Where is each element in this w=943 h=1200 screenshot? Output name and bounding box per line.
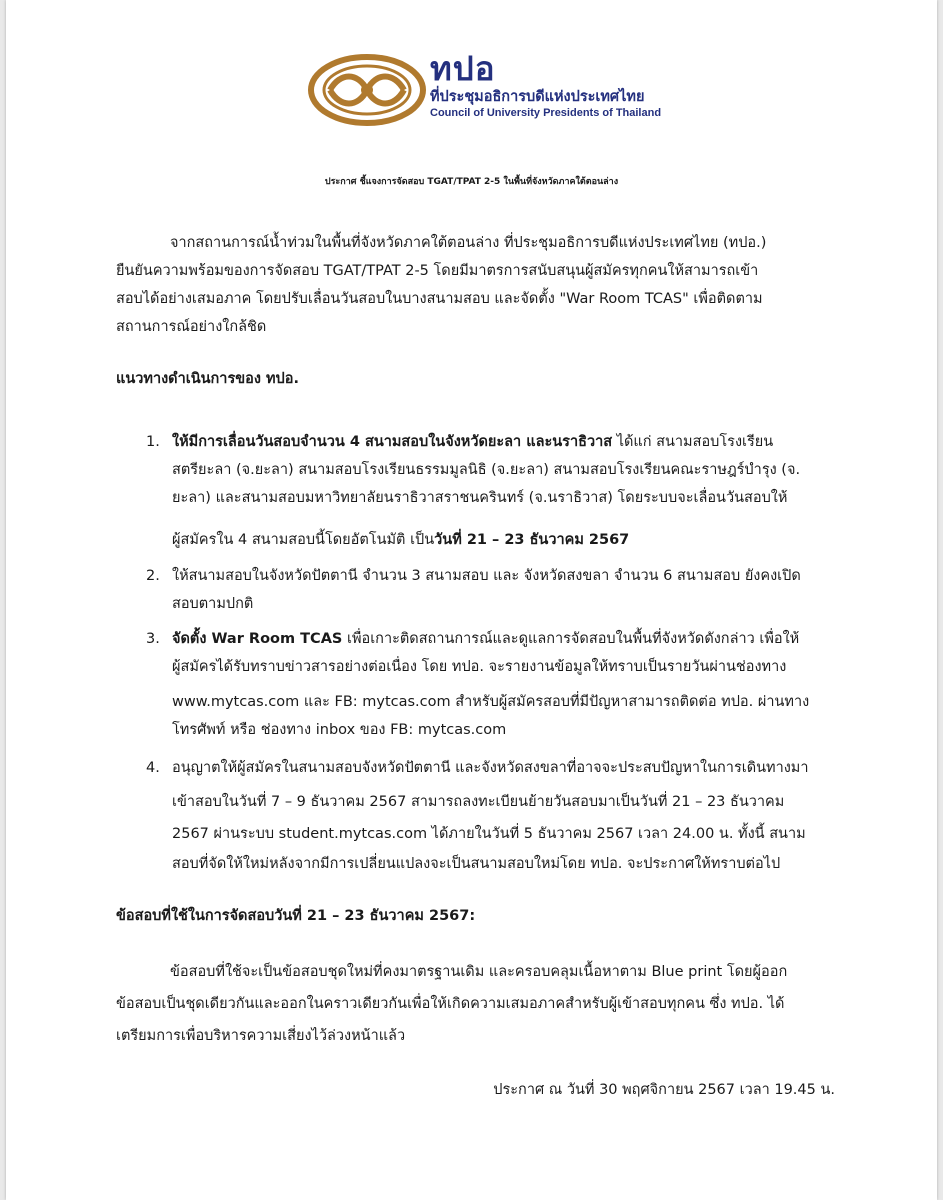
exam-line: ข้อสอบเป็นชุดเดียวกันและออกในคราวเดียวกันเพื่อให้เกิดความเสมอภาคสำหรับผู้เข้าสอบทุกคน ซึ่ง ทปอ. ได้ [116,996,785,1012]
exam-line: เตรียมการเพื่อบริหารความเสี่ยงไว้ล่วงหน้าแล้ว [116,1028,406,1044]
guidelines-heading: แนวทางดำเนินการของ ทปอ. [116,371,299,387]
brand-name-thai: ที่ประชุมอธิการบดีแห่งประเทศไทย [430,89,645,105]
list-item-line: 2567 ผ่านระบบ student.mytcas.com ได้ภายในวันที่ 5 ธันวาคม 2567 เวลา 24.00 น. ทั้งนี้ สนาม [172,826,806,842]
list-item-line: ยะลา) และสนามสอบมหาวิทยาลัยนราธิวาสราชนครินทร์ (จ.นราธิวาส) โดยระบบจะเลื่อนวันสอบให้ [172,490,788,506]
intro-line: ยืนยันความพร้อมของการจัดสอบ TGAT/TPAT 2-5 โดยมีมาตรการสนับสนุนผู้สมัครทุกคนให้สามารถเข้า [116,263,759,279]
list-item-line: โทรศัพท์ หรือ ช่องทาง inbox ของ FB: mytcas.com [172,722,507,738]
list-item-number: 4. [146,760,160,776]
announcement-signature: ประกาศ ณ วันที่ 30 พฤศจิกายน 2567 เวลา 19.45 น. [493,1082,835,1098]
list-item-number: 2. [146,568,160,584]
intro-line: สถานการณ์อย่างใกล้ชิด [116,319,267,335]
emphasis-text: วันที่ 21 – 23 ธันวาคม 2567 [434,532,630,548]
brand-block [430,50,670,120]
announcement-title: ประกาศ ชี้แจงการจัดสอบ TGAT/TPAT 2-5 ในพื้นที่จังหวัดภาคใต้ตอนล่าง [324,177,619,187]
list-item-line: ให้สนามสอบในจังหวัดปัตตานี จำนวน 3 สนามสอบ และ จังหวัดสงขลา จำนวน 6 สนามสอบ ยังคงเปิด [172,568,801,584]
brand-abbreviation: ทปอ [430,49,496,88]
exam-heading: ข้อสอบที่ใช้ในการจัดสอบวันที่ 21 – 23 ธันวาคม 2567: [116,908,476,924]
document-page [6,0,937,1200]
list-item-line: สตรียะลา (จ.ยะลา) สนามสอบโรงเรียนธรรมมูลนิธิ (จ.ยะลา) สนามสอบโรงเรียนคณะราษฎร์บำรุง (จ. [172,462,801,478]
body-text: ผู้สมัครใน 4 สนามสอบนี้โดยอัตโนมัติ เป็น [172,532,435,548]
list-item-number: 1. [146,434,160,450]
emphasis-text: ให้มีการเลื่อนวันสอบจำนวน 4 สนามสอบในจังหวัดยะลา และนราธิวาส [172,434,613,450]
brand-name-english: Council of University Presidents of Thailand [430,107,662,119]
letterhead [308,50,668,130]
list-item-line: www.mytcas.com และ FB: mytcas.com สำหรับผู้สมัครสอบที่มีปัญหาสามารถติดต่อ ทปอ. ผ่านทาง [172,694,810,710]
list-item-line: สอบที่จัดให้ใหม่หลังจากมีการเปลี่ยนแปลงจะเป็นสนามสอบใหม่โดย ทปอ. จะประกาศให้ทราบต่อไป [172,856,781,872]
list-item-line [172,625,799,653]
list-item-line [172,428,773,456]
body-text: ได้แก่ สนามสอบโรงเรียน [612,434,774,450]
body-text: เพื่อเกาะติดสถานการณ์และดูแลการจัดสอบในพื้นที่จังหวัดดังกล่าว เพื่อให้ [342,631,800,647]
intro-line: จากสถานการณ์น้ำท่วมในพื้นที่จังหวัดภาคใต้ตอนล่าง ที่ประชุมอธิการบดีแห่งประเทศไทย (ทปอ.) [170,235,767,251]
list-item-line [172,526,629,554]
list-item-number: 3. [146,631,160,647]
emphasis-text: จัดตั้ง War Room TCAS [172,631,343,647]
list-item-line: อนุญาตให้ผู้สมัครในสนามสอบจังหวัดปัตตานี และจังหวัดสงขลาที่อาจจะประสบปัญหาในการเดินทางมา [172,760,809,776]
list-item-line: เข้าสอบในวันที่ 7 – 9 ธันวาคม 2567 สามารถลงทะเบียนย้ายวันสอบมาเป็นวันที่ 21 – 23 ธันวาคม [172,794,785,810]
cupt-seal-icon [308,54,426,126]
list-item-line: สอบตามปกติ [172,596,254,612]
list-item-line: ผู้สมัครได้รับทราบข่าวสารอย่างต่อเนื่อง โดย ทปอ. จะรายงานข้อมูลให้ทราบเป็นรายวันผ่านช่องทาง [172,659,787,675]
exam-line: ข้อสอบที่ใช้จะเป็นข้อสอบชุดใหม่ที่คงมาตรฐานเดิม และครอบคลุมเนื้อหาตาม Blue print โดยผู้ออก [170,964,788,980]
intro-line: สอบได้อย่างเสมอภาค โดยปรับเลื่อนวันสอบในบางสนามสอบ และจัดตั้ง "War Room TCAS" เพื่อติดตาม [116,291,763,307]
